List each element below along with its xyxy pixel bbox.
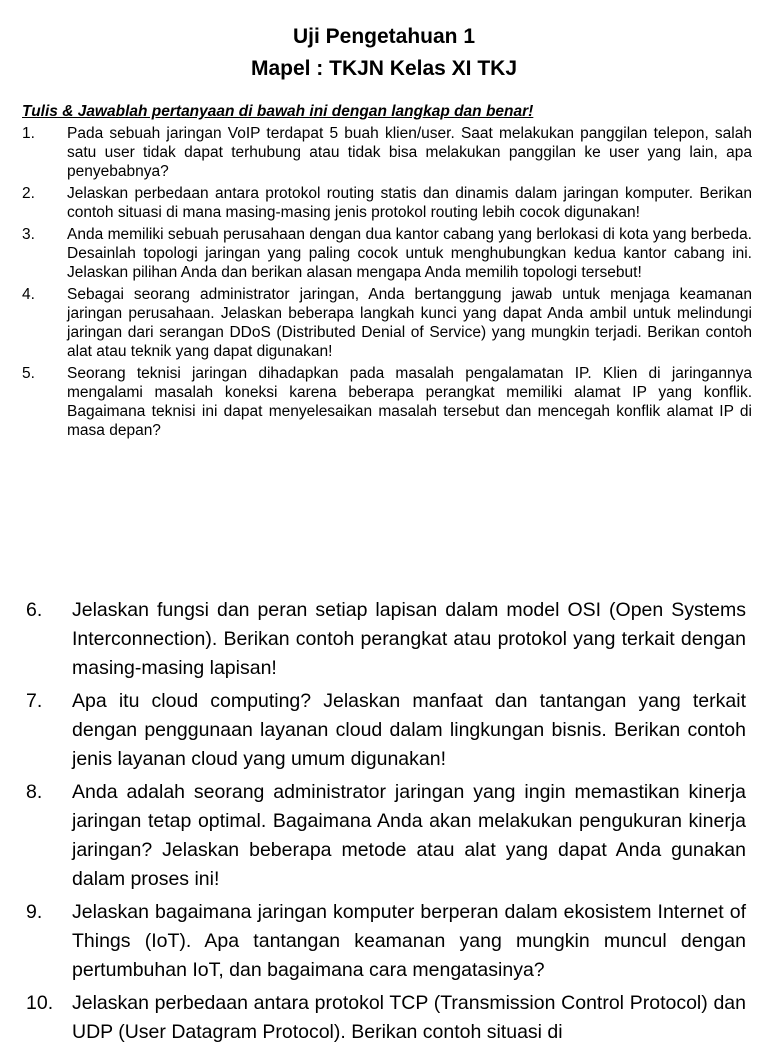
question-text: Apa itu cloud computing? Jelaskan manfaat dan tantangan yang terkait dengan penggunaan layanan cloud dalam lingkungan bisnis. Berikan contoh jenis layanan cloud yang umum digunakan! bbox=[72, 690, 746, 770]
question-item bbox=[22, 364, 752, 440]
question-number: 8. bbox=[26, 781, 43, 803]
question-item bbox=[22, 285, 752, 361]
document-title: Uji Pengetahuan 1 bbox=[292, 25, 476, 48]
question-item bbox=[26, 778, 746, 894]
question-item bbox=[26, 596, 746, 683]
question-text: Jelaskan perbedaan antara protokol TCP (Transmission Control Protocol) dan UDP (User Datagram Protocol). Berikan contoh situasi di bbox=[72, 992, 746, 1043]
question-item bbox=[26, 989, 746, 1047]
question-text: Seorang teknisi jaringan dihadapkan pada masalah pengalamatan IP. Klien di jaringannya mengalami masalah koneksi karena beberapa perangkat memiliki alamat IP yang konflik. Bagaimana teknisi ini dapat menyelesaikan masalah tersebut dan mencegah konflik alamat IP di masa depan? bbox=[67, 365, 752, 439]
question-text: Jelaskan fungsi dan peran setiap lapisan dalam model OSI (Open Systems Interconnection). Berikan contoh perangkat atau protokol yang terkait dengan masing-masing lapisan! bbox=[72, 599, 746, 679]
document-subtitle: Mapel : TKJN Kelas XI TKJ bbox=[250, 57, 518, 80]
question-number: 2. bbox=[22, 185, 35, 202]
question-number: 9. bbox=[26, 901, 43, 923]
question-text: Jelaskan bagaimana jaringan komputer berperan dalam ekosistem Internet of Things (IoT). Apa tantangan keamanan yang mungkin muncul dengan pertumbuhan IoT, dan bagaimana cara mengatasinya? bbox=[72, 901, 746, 981]
question-text: Sebagai seorang administrator jaringan, Anda bertanggung jawab untuk menjaga keamanan jaringan perusahaan. Jelaskan beberapa langkah kunci yang dapat Anda ambil untuk melindungi jaringan dari serangan DDoS (Distributed Denial of Service) yang mungkin terjadi. Berikan contoh alat atau teknik yang dapat digunakan! bbox=[67, 286, 752, 360]
question-number: 7. bbox=[26, 690, 43, 712]
question-text: Anda adalah seorang administrator jaringan yang ingin memastikan kinerja jaringan tetap optimal. Bagaimana Anda akan melakukan pengukuran kinerja jaringan? Jelaskan beberapa metode atau alat yang dapat Anda gunakan dalam proses ini! bbox=[72, 781, 746, 890]
question-number: 10. bbox=[26, 992, 54, 1014]
question-list-part-2 bbox=[26, 596, 746, 1051]
question-list-part-1 bbox=[22, 124, 752, 443]
question-item bbox=[22, 184, 752, 222]
instruction-text: Tulis & Jawablah pertanyaan di bawah ini dengan langkap dan benar! bbox=[22, 103, 534, 120]
question-number: 4. bbox=[22, 286, 35, 303]
question-text: Anda memiliki sebuah perusahaan dengan dua kantor cabang yang berlokasi di kota yang berbeda. Desainlah topologi jaringan yang paling cocok untuk menghubungkan kedua kantor cabang ini. Jelaskan pilihan Anda dan berikan alasan mengapa Anda memilih topologi tersebut! bbox=[67, 226, 752, 281]
question-item bbox=[26, 898, 746, 985]
question-item bbox=[22, 225, 752, 282]
question-item bbox=[26, 687, 746, 774]
question-number: 5. bbox=[22, 365, 35, 382]
question-number: 6. bbox=[26, 599, 43, 621]
question-number: 3. bbox=[22, 226, 35, 243]
question-number: 1. bbox=[22, 125, 35, 142]
question-text: Pada sebuah jaringan VoIP terdapat 5 buah klien/user. Saat melakukan panggilan telepon, salah satu user tidak dapat terhubung atau tidak bisa melakukan panggilan ke user yang lain, apa penyebabnya? bbox=[67, 125, 752, 180]
question-item bbox=[22, 124, 752, 181]
question-text: Jelaskan perbedaan antara protokol routing statis dan dinamis dalam jaringan komputer. Berikan contoh situasi di mana masing-masing jenis protokol routing lebih cocok digunakan! bbox=[67, 185, 752, 221]
